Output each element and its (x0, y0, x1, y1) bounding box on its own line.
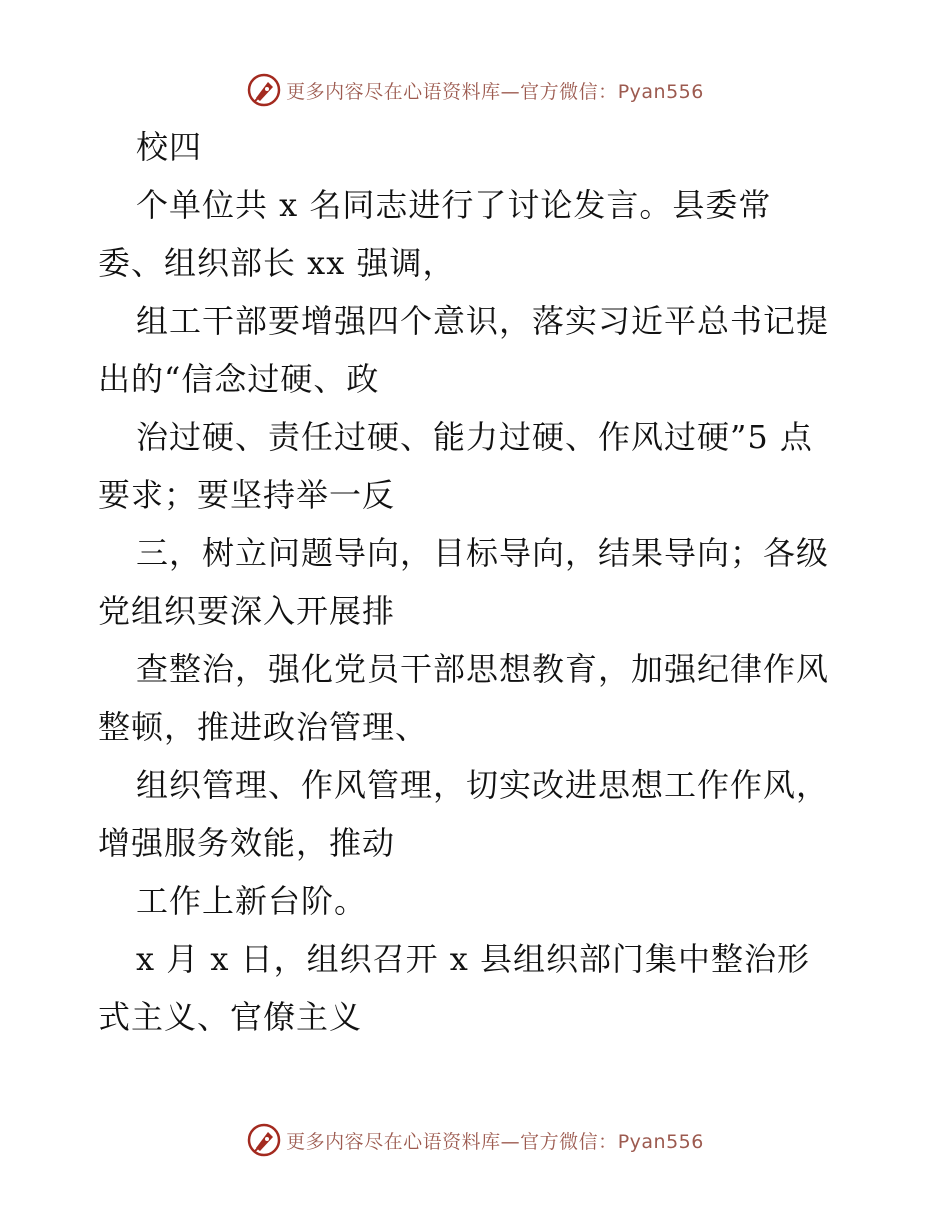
header-wechat-label: 官方微信： (520, 80, 618, 103)
footer-banner-separator: — (500, 1130, 521, 1153)
paragraph-line: 三，树立问题导向，目标导向，结果导向；各级 (136, 534, 830, 572)
footer-banner-title: 更多内容尽在心语资料库 (286, 1130, 501, 1153)
footer-banner-text (286, 1127, 704, 1154)
paragraph-line: 党组织要深入开展排 (98, 592, 396, 630)
header-banner-text (286, 77, 704, 104)
document-body (98, 118, 858, 1046)
paragraph-line: 增强服务效能，推动 (98, 824, 396, 862)
header-banner-content (246, 72, 704, 108)
paragraph-line: 治过硬、责任过硬、能力过硬、作风过硬”5 点 (136, 418, 813, 456)
paragraph-line: x 月 x 日，组织召开 x 县组织部门集中整治形 (136, 940, 811, 978)
header-banner-separator: — (500, 80, 521, 103)
paragraph-line: 出的“信念过硬、政 (98, 360, 380, 398)
footer-banner (0, 1118, 950, 1162)
paragraph-line: 工作上新台阶。 (136, 882, 368, 920)
header-banner (0, 68, 950, 112)
footer-wechat-id: Pyan556 (617, 1130, 704, 1153)
paragraph-line: 整顿，推进政治管理、 (98, 708, 429, 746)
paragraph-line: 式主义、官僚主义 (98, 998, 363, 1036)
footer-banner-content (246, 1122, 704, 1158)
paragraph-line: 校四 (136, 128, 203, 166)
footer-wechat-label: 官方微信： (520, 1130, 618, 1153)
paragraph-line: 个单位共 x 名同志进行了讨论发言。县委常 (136, 186, 772, 224)
paragraph-line: 委、组织部长 xx 强调， (98, 244, 456, 282)
paragraph-line: 查整治，强化党员干部思想教育，加强纪律作风 (136, 650, 830, 688)
header-banner-title: 更多内容尽在心语资料库 (286, 80, 501, 103)
pen-nib-icon (246, 1122, 282, 1158)
pen-nib-icon (246, 72, 282, 108)
header-wechat-id: Pyan556 (617, 80, 704, 103)
paragraph-line: 组工干部要增强四个意识，落实习近平总书记提 (136, 302, 830, 340)
paragraph-line: 组织管理、作风管理，切实改进思想工作作风， (136, 766, 830, 804)
paragraph-line: 要求；要坚持举一反 (98, 476, 396, 514)
